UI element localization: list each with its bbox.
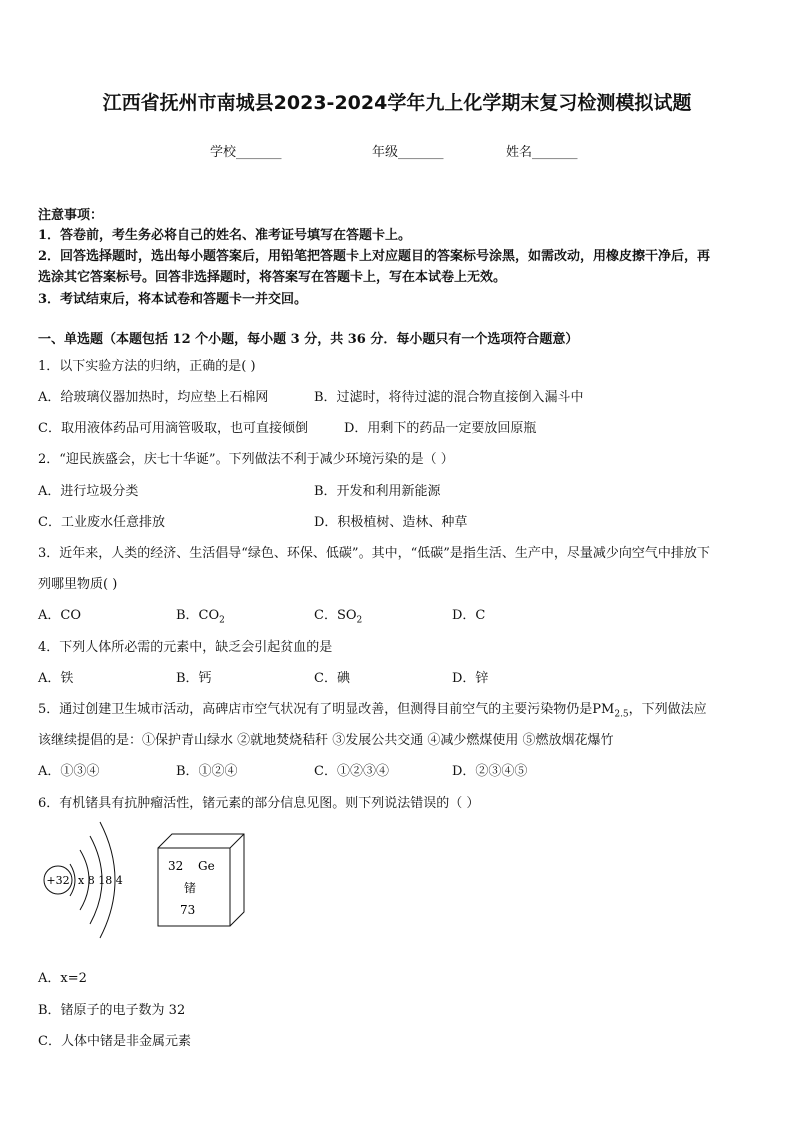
option-d[interactable]: D．用剩下的药品一定要放回原瓶 xyxy=(344,421,537,436)
question-stem-cont: 该继续提倡的是：①保护青山绿水 ②就地焚烧秸秆 ③发展公共交通 ④减少燃煤使用 ⑤燃放烟花爆竹 xyxy=(38,733,614,748)
option-b[interactable]: B．锗原子的电子数为 32 xyxy=(38,1003,186,1018)
notice-item: 1．答卷前，考生务必将自己的姓名、准考证号填写在答题卡上。 xyxy=(38,228,412,243)
notice-item: 3．考试结束后，将本试卷和答题卡一并交回。 xyxy=(38,292,308,307)
option-d[interactable]: D．锌 xyxy=(452,671,489,686)
school-field[interactable]: 学校_______ xyxy=(210,145,282,160)
option-c[interactable]: C．碘 xyxy=(314,671,350,686)
periodic-table-cell xyxy=(158,834,244,926)
option-b[interactable]: B．过滤时，将待过滤的混合物直接倒入漏斗中 xyxy=(314,390,584,405)
option-b[interactable]: B．①②④ xyxy=(176,764,238,779)
option-d[interactable]: D．积极植树、造林、种草 xyxy=(314,515,468,530)
option-c[interactable]: C．取用液体药品可用滴管吸取，也可直接倾倒 xyxy=(38,421,308,436)
option-a[interactable]: A．x=2 xyxy=(38,971,87,986)
option-b[interactable]: B．钙 xyxy=(176,671,212,686)
nucleus-label: +32 xyxy=(46,874,70,887)
name-field[interactable]: 姓名_______ xyxy=(506,145,578,160)
question-stem: 4．下列人体所必需的元素中，缺乏会引起贫血的是 xyxy=(38,640,333,655)
option-d[interactable]: D．②③④⑤ xyxy=(452,764,528,779)
option-a[interactable]: A．①③④ xyxy=(38,764,100,779)
question-stem: 5．通过创建卫生城市活动，高碑店市空气状况有了明显改善，但测得目前空气的主要污染物仍是$PM_{2.5}$，下列做法应 xyxy=(38,702,707,720)
question-stem-cont: 列哪里物质( ) xyxy=(38,577,118,592)
option-c[interactable]: C．工业废水任意排放 xyxy=(38,515,165,530)
option-d[interactable]: D．C xyxy=(452,608,486,623)
page-title: 江西省抚州市南城县2023-2024学年九上化学期末复习检测模拟试题 xyxy=(102,92,692,114)
shell-electron-counts: x 8 18 4 xyxy=(78,874,123,887)
option-c[interactable]: C．①②③④ xyxy=(314,764,389,779)
notice-item: 选涂其它答案标号。回答非选择题时，将答案写在答题卡上，写在本试卷上无效。 xyxy=(38,270,507,285)
option-a[interactable]: A．CO xyxy=(38,608,81,623)
option-c[interactable]: C．$SO_2$ xyxy=(314,608,363,626)
atomic-number: 32 xyxy=(168,859,184,873)
germanium-figure xyxy=(36,812,266,952)
atomic-mass: 73 xyxy=(180,903,196,917)
notice-heading: 注意事项： xyxy=(38,208,104,223)
question-stem: 1．以下实验方法的归纳，正确的是( ) xyxy=(38,359,256,374)
section-heading: 一、单选题（本题包括 12 个小题，每小题 3 分，共 36 分．每小题只有一个选项符合题意） xyxy=(38,332,579,347)
question-stem: 6．有机锗具有抗肿瘤活性，锗元素的部分信息见图。则下列说法错误的（ ） xyxy=(38,796,480,811)
grade-field[interactable]: 年级_______ xyxy=(372,145,444,160)
element-name: 锗 xyxy=(184,881,197,895)
option-b[interactable]: B．开发和利用新能源 xyxy=(314,484,441,499)
option-c[interactable]: C．人体中锗是非金属元素 xyxy=(38,1034,191,1049)
question-stem: 2．“迎民族盛会，庆七十华诞”。下列做法不利于减少环境污染的是（ ） xyxy=(38,452,454,467)
atom-structure-diagram xyxy=(44,822,123,938)
option-a[interactable]: A．进行垃圾分类 xyxy=(38,484,139,499)
element-symbol: Ge xyxy=(198,859,215,873)
notice-item: 2．回答选择题时，选出每小题答案后，用铅笔把答题卡上对应题目的答案标号涂黑，如需改动，用橡皮擦干净后，再 xyxy=(38,249,711,264)
question-stem: 3．近年来，人类的经济、生活倡导“绿色、环保、低碳”。其中，“低碳”是指生活、生产中，尽量减少向空气中排放下 xyxy=(38,546,710,561)
option-a[interactable]: A．铁 xyxy=(38,671,74,686)
option-a[interactable]: A．给玻璃仪器加热时，均应垫上石棉网 xyxy=(38,390,269,405)
option-b[interactable]: B．$CO_2$ xyxy=(176,608,225,626)
